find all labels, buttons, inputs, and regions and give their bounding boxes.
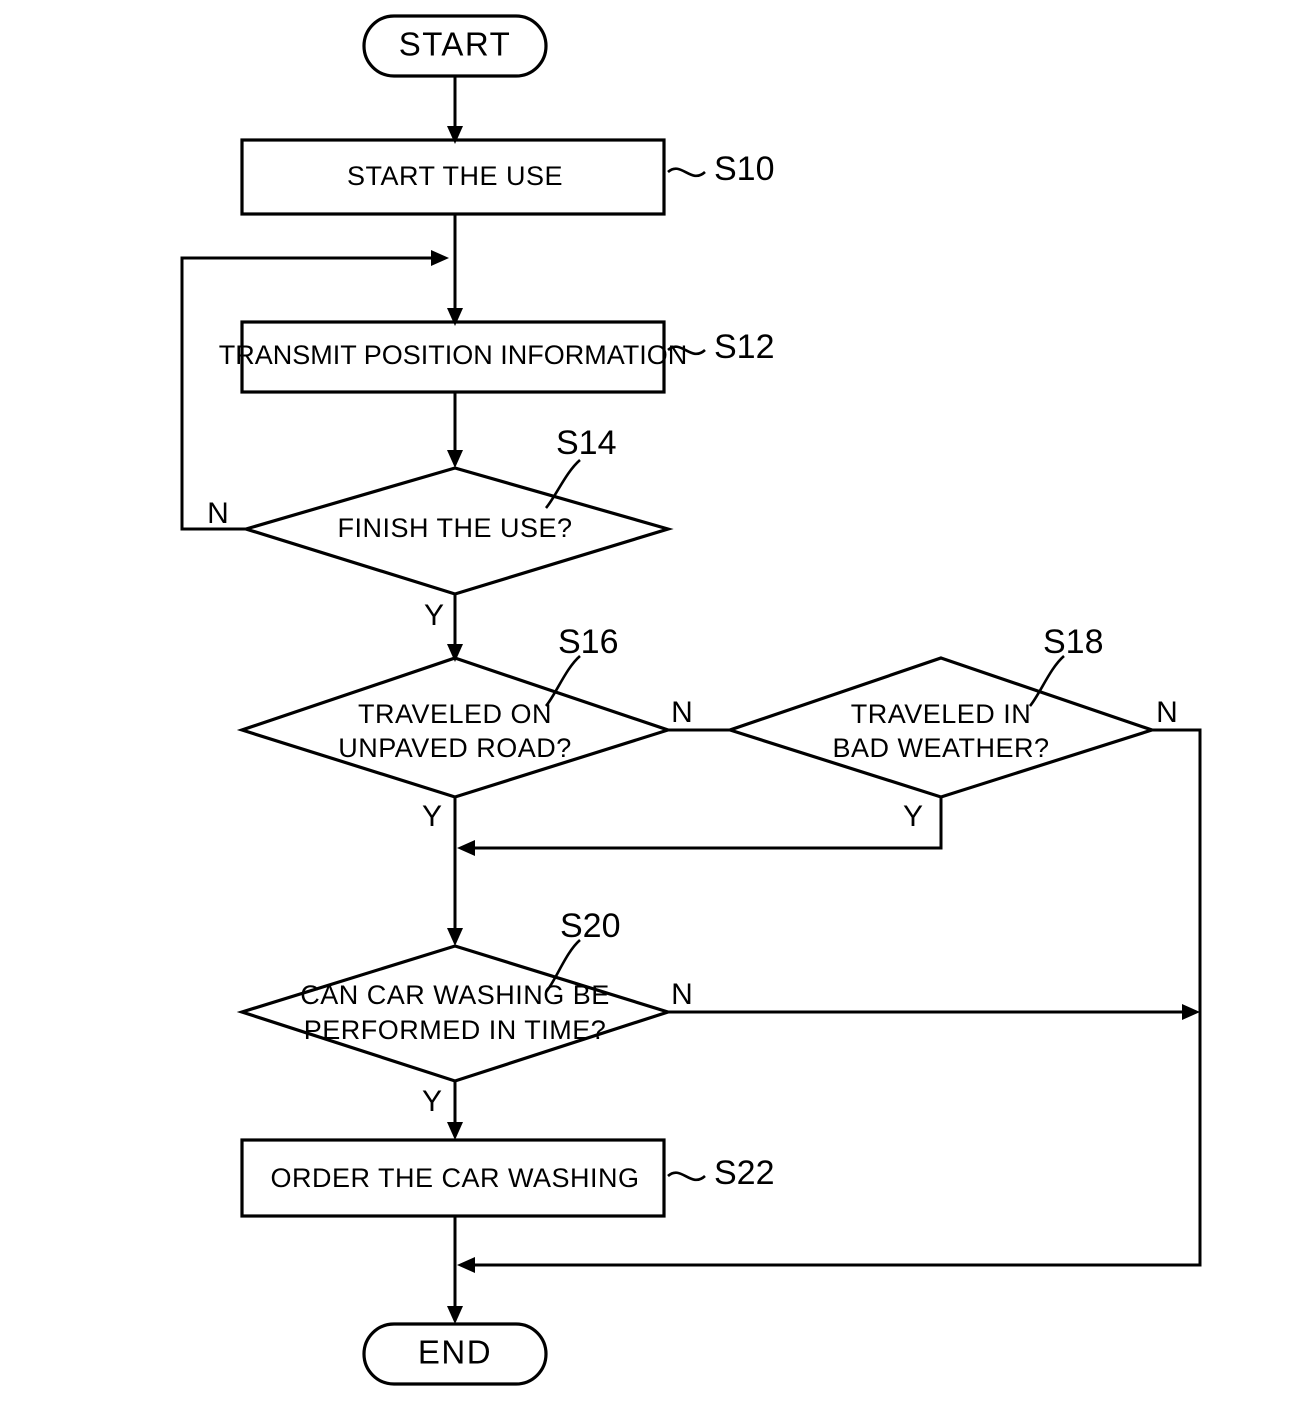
step-label-s10-group [668,150,775,188]
node-s12-label: TRANSMIT POSITION INFORMATION [218,340,688,371]
branch-label-s18-no: N [1156,695,1178,729]
branch-label-s16-yes: Y [421,799,443,833]
node-s14[interactable] [246,468,668,594]
step-label-s10: S10 [714,149,775,188]
step-label-s20: S20 [560,906,621,945]
node-start[interactable] [364,16,546,76]
node-s12[interactable] [219,322,688,392]
connector-s16-yes-to-s20 [447,797,463,946]
step-label-s14: S14 [556,423,617,462]
branch-label-s16-no: N [671,695,693,729]
node-s20-label-line1: CAN CAR WASHING BE [300,980,610,1011]
node-s20-label-line2: PERFORMED IN TIME? [303,1015,607,1046]
node-s18[interactable] [730,658,1152,797]
connector-s20-yes-to-s22 [447,1081,463,1140]
branch-label-s18-yes: Y [902,799,924,833]
node-s16[interactable] [242,658,668,797]
node-end-label: END [417,1333,493,1371]
node-s10-label: START THE USE [346,161,564,192]
step-label-s22-group [668,1154,775,1192]
connector-s10-to-s12 [447,214,463,326]
node-s16-label-line1: TRAVELED ON [357,699,553,730]
node-end[interactable] [364,1324,546,1384]
step-label-s14-group [546,424,617,508]
step-label-s16: S16 [558,622,619,661]
node-s20[interactable] [242,946,668,1081]
step-label-s12: S12 [714,327,775,366]
connector-s14-no-loop [182,250,449,529]
branch-label-s20-yes: Y [421,1084,443,1118]
connector-s20-no-rail [668,1004,1200,1020]
node-s14-label: FINISH THE USE? [337,513,573,544]
node-s22[interactable] [242,1140,664,1216]
branch-label-s14-yes: Y [423,598,445,632]
node-s18-label-line2: BAD WEATHER? [832,733,1050,764]
node-s18-label-line1: TRAVELED IN [850,699,1032,730]
node-s10[interactable] [242,140,664,214]
branch-label-s20-no: N [671,977,693,1011]
connector-s12-to-s14 [447,392,463,468]
step-label-s22: S22 [714,1153,775,1192]
node-start-label: START [398,25,512,63]
step-label-s18: S18 [1043,622,1104,661]
connector-s18-yes-merge [457,797,941,856]
connector-s22-to-end [447,1216,463,1324]
connector-start-to-s10 [447,76,463,144]
branch-label-s14-no: N [207,496,229,530]
connector-s14-yes-to-s16 [447,594,463,662]
node-s16-label-line2: UNPAVED ROAD? [338,733,572,764]
node-s22-label: ORDER THE CAR WASHING [270,1163,640,1194]
